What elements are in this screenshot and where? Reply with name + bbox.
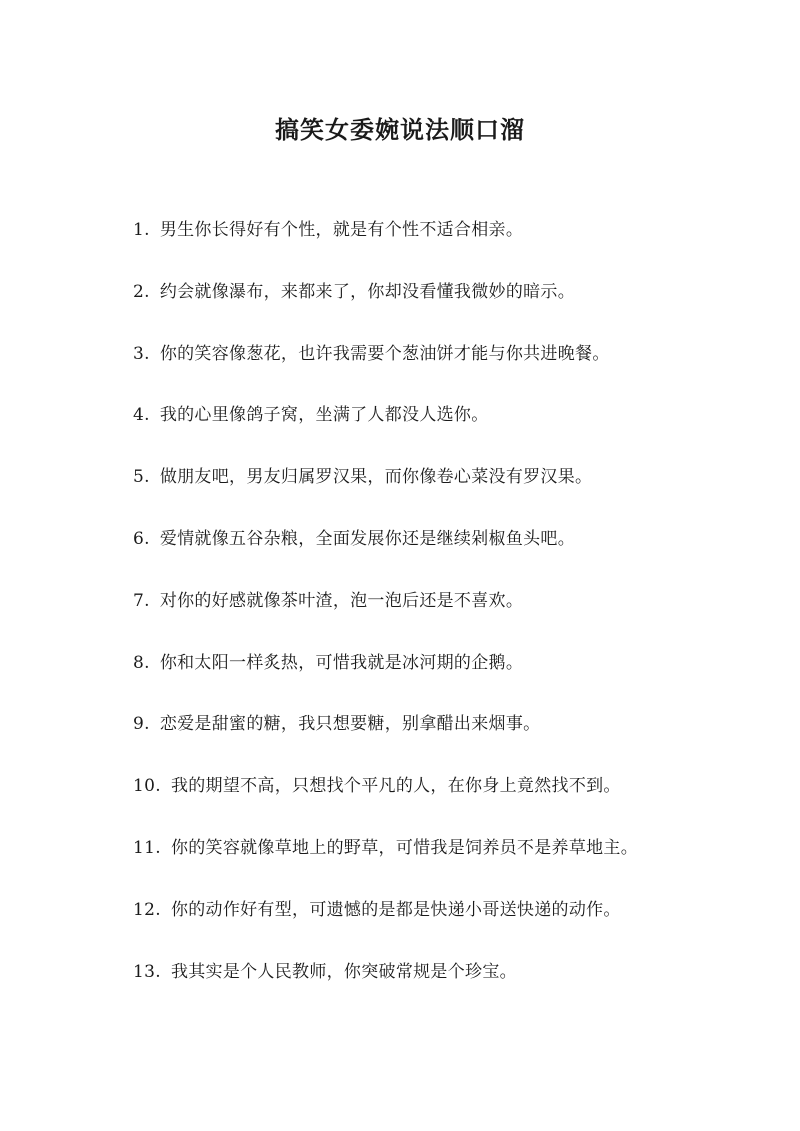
item-text: 你的动作好有型，可遗憾的是都是快递小哥送快递的动作。 <box>170 899 621 920</box>
item-number: 1. <box>133 220 150 240</box>
list-item <box>133 830 753 892</box>
item-number: 8. <box>133 652 150 673</box>
item-number: 13. <box>133 961 161 982</box>
item-number: 4. <box>133 405 150 426</box>
item-number: 5. <box>133 467 150 488</box>
list-item <box>133 706 753 768</box>
list-item <box>133 892 753 954</box>
item-text: 做朋友吧，男友归属罗汉果，而你像卷心菜没有罗汉果。 <box>159 467 593 488</box>
item-text: 你的笑容就像草地上的野草，可惜我是饲养员不是养草地主。 <box>170 837 639 858</box>
item-text: 我的心里像鸽子窝，坐满了人都没人选你。 <box>159 405 489 426</box>
list-item <box>133 397 753 459</box>
item-number: 9. <box>133 714 150 735</box>
item-text: 你和太阳一样炙热，可惜我就是冰河期的企鹅。 <box>159 652 524 673</box>
list-item <box>133 212 753 274</box>
item-number: 2. <box>133 281 150 302</box>
item-text: 我的期望不高，只想找个平凡的人，在你身上竟然找不到。 <box>170 776 621 797</box>
list-item <box>133 459 753 521</box>
item-text: 我其实是个人民教师，你突破常规是个珍宝。 <box>170 961 517 982</box>
item-number: 6. <box>133 528 150 549</box>
list-item <box>133 521 753 583</box>
item-number: 7. <box>133 590 150 611</box>
list-item <box>133 768 753 830</box>
list-item <box>133 645 753 707</box>
item-text: 你的笑容像葱花，也许我需要个葱油饼才能与你共进晚餐。 <box>159 343 610 364</box>
list-item <box>133 583 753 645</box>
item-number: 3. <box>133 343 150 364</box>
page-title: 搞笑女委婉说法顺口溜 <box>275 115 525 145</box>
item-text: 约会就像瀑布，来都来了，你却没看懂我微妙的暗示。 <box>159 281 576 302</box>
item-number: 10. <box>133 776 161 797</box>
item-text: 对你的好感就像茶叶渣，泡一泡后还是不喜欢。 <box>159 590 524 611</box>
item-text: 男生你长得好有个性，就是有个性不适合相亲。 <box>159 220 524 240</box>
list-item <box>133 336 753 398</box>
item-text: 爱情就像五谷杂粮，全面发展你还是继续剁椒鱼头吧。 <box>159 528 576 549</box>
list-item <box>133 954 753 1016</box>
joke-list <box>133 212 753 1015</box>
item-number: 12. <box>133 899 161 920</box>
list-item <box>133 274 753 336</box>
item-number: 11. <box>133 837 161 858</box>
item-text: 恋爱是甜蜜的糖，我只想要糖，别拿醋出来烟事。 <box>159 714 541 735</box>
